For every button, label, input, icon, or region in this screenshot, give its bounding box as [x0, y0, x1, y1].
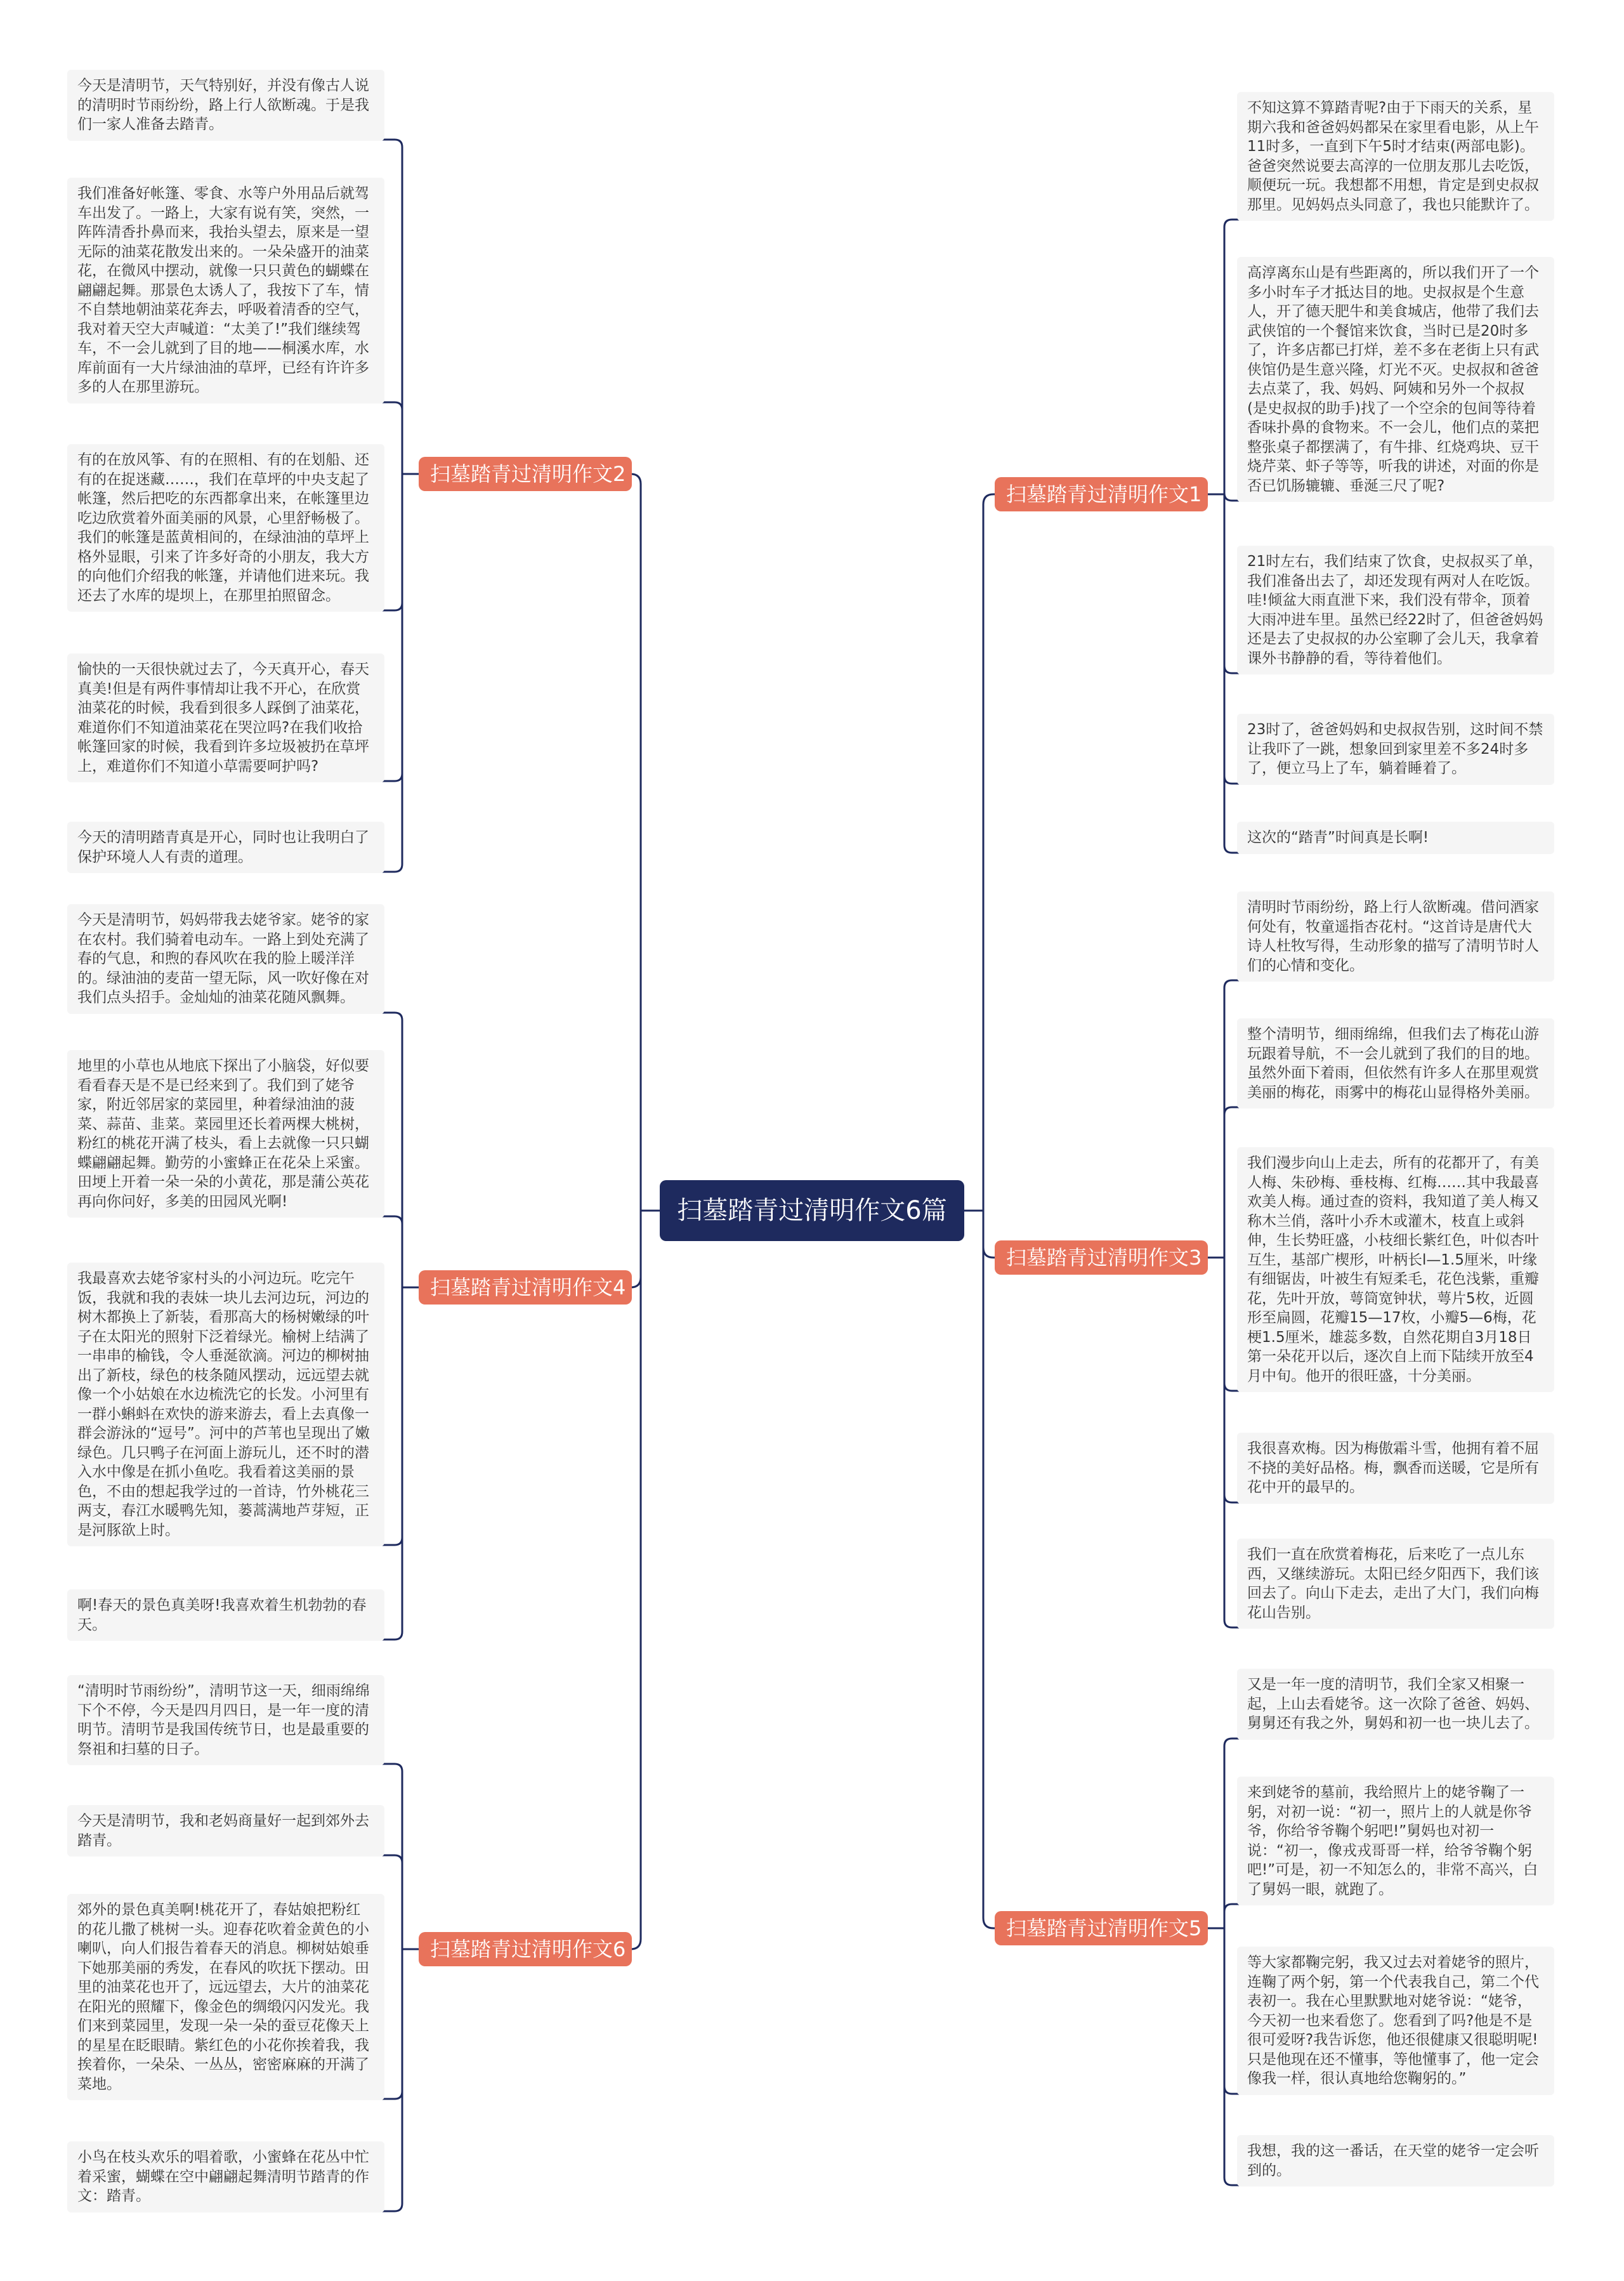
leaf-text: 又是一年一度的清明节，我们全家又相聚一起，上山去看姥爷。这一次除了爸爸、妈妈、舅舅还有我之外，舅妈和初一也一块儿去了。: [1237, 1669, 1554, 1740]
leaf-text: 整个清明节，细雨绵绵，但我们去了梅花山游玩跟着导航，不一会儿就到了我们的目的地。虽然外面下着雨，但依然有许多人在那里观赏美丽的梅花，雨雾中的梅花山显得格外美丽。: [1237, 1018, 1554, 1108]
leaf-text: 我们准备好帐篷、零食、水等户外用品后就驾车出发了。一路上，大家有说有笑，突然，一阵阵清香扑鼻而来，我抬头望去，原来是一望无际的油菜花散发出来的。一朵朵盛开的油菜花，在微风中摆动，就像一只只黄色的蝴蝶在翩翩起舞。那景色太诱人了，我按下了车，情不自禁地朝油菜花奔去，呼吸着清香的空气，我对着天空大声喊道：“太美了!”我们继续驾车，不一会儿就到了目的地——桐溪水库，水库前面有一大片绿油油的草坪，已经有许许多多的人在那里游玩。: [67, 178, 384, 404]
connector-line: [964, 1211, 995, 1928]
leaf-text: 来到姥爷的墓前，我给照片上的姥爷鞠了一躬，对初一说：“初一，照片上的人就是你爷爷，你给爷爷鞠个躬吧!”舅妈也对初一说：“初一，像戎戎哥哥一样，给爷爷鞠个躬吧!”可是，初一不知怎么的，非常不高兴，白了舅妈一眼，就跑了。: [1237, 1777, 1554, 1905]
leaf-text: 我想，我的这一番话，在天堂的姥爷一定会听到的。: [1237, 2135, 1554, 2186]
connector-line: [964, 494, 995, 1211]
leaf-text: 今天的清明踏青真是开心，同时也让我明白了保护环境人人有责的道理。: [67, 822, 384, 873]
leaf-text: 等大家都鞠完躬，我又过去对着姥爷的照片，连鞠了两个躬，第一个代表我自己，第二个代表初一。我在心里默默地对姥爷说：“姥爷，今天初一也来看您了。您看到了吗?他是不是很可爱呀?我告诉您，他还很健康又很聪明呢!只是他现在还不懂事，等他懂事了，他一定会像我一样，很认真地给您鞠躬的。”: [1237, 1947, 1554, 2095]
connector-line: [1224, 1904, 1243, 1928]
leaf-text: 23时了，爸爸妈妈和史叔叔告别，这时间不禁让我吓了一跳，想象回到家里差不多24时多了，便立马上了车，躺着睡着了。: [1237, 714, 1554, 785]
branch-topic-essay-4[interactable]: 扫墓踏青过清明作文4: [419, 1270, 632, 1305]
leaf-text: 今天是清明节，妈妈带我去姥爷家。姥爷的家在农村。我们骑着电动车。一路上到处充满了春的气息，和煦的春风吹在我的脸上暖洋洋的。绿油油的麦苗一望无际，风一吹好像在对我们点头招手。金灿灿的油菜花随风飘舞。: [67, 904, 384, 1014]
leaf-text: 地里的小草也从地底下探出了小脑袋，好似要看看春天是不是已经来到了。我们到了姥爷家，附近邻居家的菜园里，种着绿油油的菠菜、蒜苗、韭菜。菜园里还长着两棵大桃树，粉红的桃花开满了枝头，看上去就像一只只蝴蝶翩翩起舞。勤劳的小蜜蜂正在花朵上采蜜。田埂上开着一朵一朵的小黄花，那是蒲公英花再向你问好，多美的田园风光啊!: [67, 1050, 384, 1218]
branch-topic-essay-3[interactable]: 扫墓踏青过清明作文3: [995, 1240, 1208, 1275]
leaf-text: 高淳离东山是有些距离的，所以我们开了一个多小时车子才抵达目的地。史叔叔是个生意人，开了德天肥牛和美食城店，他带了我们去武侠馆的一个餐馆来饮食，当时已是20时多了，许多店都已打烊，差不多在老街上只有武侠馆仍是生意兴隆，灯光不灭。史叔叔和爸爸去点菜了，我、妈妈、阿姨和另外一个叔叔(是史叔叔的助手)找了一个空余的包间等待着香味扑鼻的食物来。不一会儿，他们点的菜把整张桌子都摆满了，有牛排、红烧鸡块、豆干烧芹菜、虾子等等，听我的讲述，对面的你是否已饥肠辘辘、垂涎三尺了呢?: [1237, 257, 1554, 502]
connector-line: [631, 1211, 660, 1287]
branch-topic-essay-1[interactable]: 扫墓踏青过清明作文1: [995, 477, 1208, 511]
leaf-text: 我很喜欢梅。因为梅傲霜斗雪，他拥有着不屈不挠的美好品格。梅，飘香而送暖，它是所有花中开的最早的。: [1237, 1433, 1554, 1504]
branch-topic-essay-6[interactable]: 扫墓踏青过清明作文6: [419, 1932, 632, 1966]
leaf-text: 不知这算不算踏青呢?由于下雨天的关系，星期六我和爸爸妈妈都呆在家里看电影，从上午11时多，一直到下午5时才结束(两部电影)。爸爸突然说要去高淳的一位朋友那儿去吃饭，顺便玩一玩。我想都不用想，肯定是到史叔叔那里。见妈妈点头同意了，我也只能默许了。: [1237, 92, 1554, 221]
connector-line: [964, 1211, 995, 1258]
leaf-text: 清明时节雨纷纷，路上行人欲断魂。借问酒家何处有，牧童遥指杏花村。“这首诗是唐代大诗人杜牧写得，生动形象的描写了清明节时人们的心情和变化。: [1237, 891, 1554, 982]
root-topic[interactable]: 扫墓踏青过清明作文6篇: [660, 1180, 964, 1241]
connector-line: [631, 474, 660, 1211]
leaf-text: 啊!春天的景色真美呀!我喜欢着生机勃勃的春天。: [67, 1589, 384, 1641]
leaf-text: 我最喜欢去姥爷家村头的小河边玩。吃完午饭，我就和我的表妹一块儿去河边玩，河边的树木都换上了新装，看那高大的杨树嫩绿的叶子在太阳光的照射下泛着绿光。榆树上结满了一串串的榆钱，令人垂涎欲滴。河边的柳树抽出了新枝，绿色的枝条随风摆动，远远望去就像一个小姑娘在水边梳洗它的长发。小河里有一群小蝌蚪在欢快的游来游去，看上去真像一群会游泳的“逗号”。河中的芦苇也呈现出了嫩绿色。几只鸭子在河面上游玩儿，还不时的潜入水中像是在抓小鱼吃。我看着这美丽的景色，不由的想起我学过的一首诗，竹外桃花三两支，春江水暖鸭先知，蒌蒿满地芦芽短，正是河豚欲上时。: [67, 1263, 384, 1546]
connector-line: [631, 1211, 660, 1949]
leaf-text: 郊外的景色真美啊!桃花开了，春姑娘把粉红的花儿撒了桃树一头。迎春花吹着金黄色的小喇叭，向人们报告着春天的消息。柳树姑娘垂下她那美丽的秀发，在春风的吹抚下摆动。田里的油菜花也开了，远远望去，大片的油菜花在阳光的照耀下，像金色的绸缎闪闪发光。我们来到菜园里，发现一朵一朵的蚕豆花像天上的星星在眨眼睛。紫红色的小花你挨着我，我挨着你，一朵朵、一丛丛，密密麻麻的开满了菜地。: [67, 1894, 384, 2100]
leaf-text: 21时左右，我们结束了饮食，史叔叔买了单，我们准备出去了，却还发现有两对人在吃饭。哇!倾盆大雨直泄下来，我们没有带伞，顶着大雨冲进车里。虽然已经22时了，但爸爸妈妈还是去了史叔叔的办公室聊了会儿天，我拿着课外书静静的看，等待着他们。: [1237, 546, 1554, 674]
leaf-text: “清明时节雨纷纷”，清明节这一天，细雨绵绵下个不停，今天是四月四日，是一年一度的清明节。清明节是我国传统节日，也是最重要的祭祖和扫墓的日子。: [67, 1675, 384, 1765]
branch-topic-essay-2[interactable]: 扫墓踏青过清明作文2: [419, 457, 632, 491]
leaf-text: 愉快的一天很快就过去了，今天真开心，春天真美!但是有两件事情却让我不开心，在欣赏油菜花的时候，我看到很多人踩倒了油菜花，难道你们不知道油菜花在哭泣吗?在我们收拾帐篷回家的时候，我看到许多垃圾被扔在草坪上，难道你们不知道小草需要呵护吗?: [67, 654, 384, 782]
leaf-text: 今天是清明节，我和老妈商量好一起到郊外去踏青。: [67, 1805, 384, 1857]
leaf-text: 我们漫步向山上走去，所有的花都开了，有美人梅、朱砂梅、垂枝梅、红梅……其中我最喜欢美人梅。通过查的资料，我知道了美人梅又称木兰俏，落叶小乔木或灌木，枝直上或斜伸，生长势旺盛，小枝细长紫红色，叶似杏叶互生，基部广楔形，叶柄长l—1.5厘米，叶缘有细锯齿，叶被生有短柔毛，花色浅紫，重瓣花，先叶开放，萼筒宽钟状，萼片5枚，近圆形至扁圆，花瓣15—17枚，小瓣5—6梅，花梗1.5厘米，雄蕊多数，自然花期自3月18日第一朵花开以后，逐次自上而下陆续开放至4月中旬。他开的很旺盛，十分美丽。: [1237, 1147, 1554, 1392]
leaf-text: 今天是清明节，天气特别好，并没有像古人说的清明时节雨纷纷，路上行人欲断魂。于是我们一家人准备去踏青。: [67, 70, 384, 141]
leaf-text: 这次的“踏青”时间真是长啊!: [1237, 822, 1554, 854]
branch-topic-essay-5[interactable]: 扫墓踏青过清明作文5: [995, 1911, 1208, 1945]
leaf-text: 我们一直在欣赏着梅花，后来吃了一点儿东西，又继续游玩。太阳已经夕阳西下，我们该回去了。向山下走去，走出了大门，我们向梅花山告别。: [1237, 1539, 1554, 1629]
leaf-text: 有的在放风筝、有的在照相、有的在划船、还有的在捉迷藏……，我们在草坪的中央支起了帐篷，然后把吃的东西都拿出来，在帐篷里边吃边欣赏着外面美丽的风景，心里舒畅极了。我们的帐篷是蓝黄相间的，在绿油油的草坪上格外显眼，引来了许多好奇的小朋友，我大方的向他们介绍我的帐篷，并请他们进来玩。我还去了水库的堤坝上，在那里拍照留念。: [67, 444, 384, 612]
leaf-text: 小鸟在枝头欢乐的唱着歌，小蜜蜂在花丛中忙着采蜜，蝴蝶在空中翩翩起舞清明节踏青的作文：踏青。: [67, 2141, 384, 2212]
